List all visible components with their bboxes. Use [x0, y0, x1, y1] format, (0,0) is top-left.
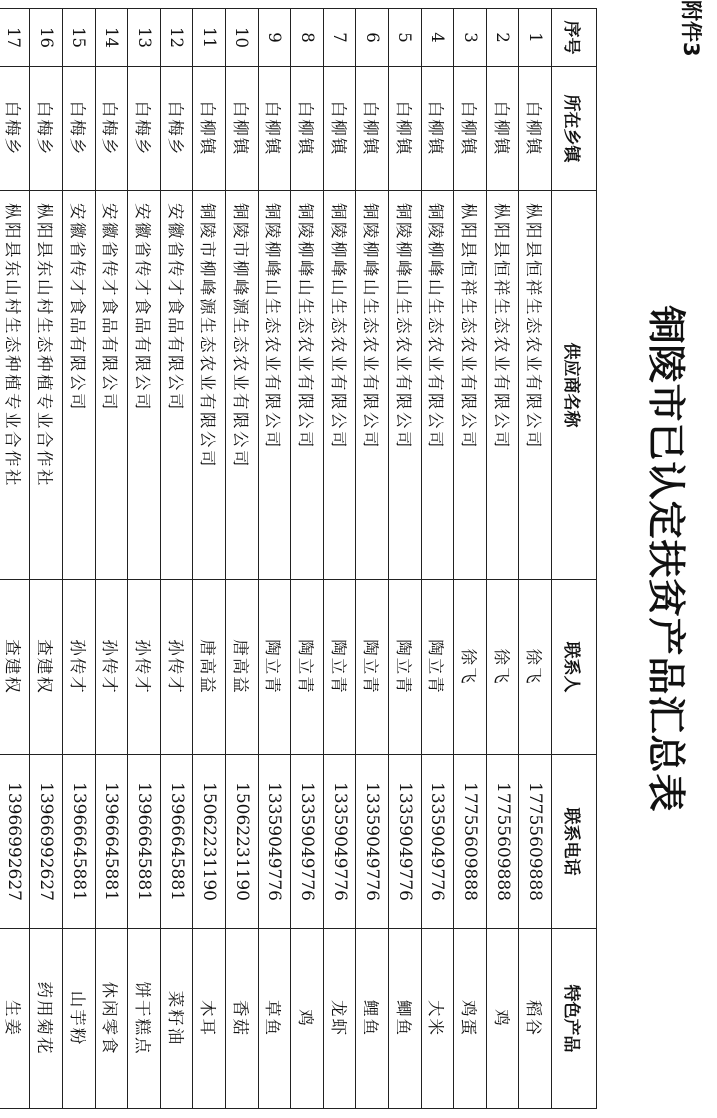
product-cell: 大米: [421, 929, 454, 1109]
serial-number-cell: 3: [454, 9, 487, 67]
product-cell: 鲫鱼: [389, 929, 422, 1109]
contact-cell: 陶立青: [258, 580, 291, 755]
town-cell: 白柳镇: [226, 67, 259, 191]
table-row: [0, 9, 30, 1109]
header-contact: 联系人: [552, 580, 597, 755]
product-cell: 鸡: [291, 929, 324, 1109]
phone-cell: 17755609888: [519, 755, 552, 929]
town-cell: 白梅乡: [0, 67, 30, 191]
supplier-cell: 铜陵市柳峰源生态农业有限公司: [193, 191, 226, 580]
supplier-cell: 枞阳县东山村生态种植专业合作社: [0, 191, 30, 580]
town-cell: 白柳镇: [356, 67, 389, 191]
contact-cell: 陶立青: [291, 580, 324, 755]
phone-cell: 13359049776: [291, 755, 324, 929]
table-body: [0, 9, 552, 1109]
town-cell: 白柳镇: [519, 67, 552, 191]
table-row: [291, 9, 324, 1109]
supplier-cell: 铜陵柳峰山生态农业有限公司: [258, 191, 291, 580]
contact-cell: 陶立青: [421, 580, 454, 755]
contact-cell: 徐飞: [454, 580, 487, 755]
product-cell: 稻谷: [519, 929, 552, 1109]
town-cell: 白柳镇: [258, 67, 291, 191]
town-cell: 白梅乡: [30, 67, 63, 191]
town-cell: 白柳镇: [421, 67, 454, 191]
town-cell: 白柳镇: [291, 67, 324, 191]
header-phone: 联系电话: [552, 755, 597, 929]
supplier-cell: 铜陵柳峰山生态农业有限公司: [323, 191, 356, 580]
supplier-cell: 安徽省传才食品有限公司: [160, 191, 193, 580]
town-cell: 白柳镇: [486, 67, 519, 191]
supplier-cell: 枞阳县恒祥生态农业有限公司: [486, 191, 519, 580]
contact-cell: 徐飞: [519, 580, 552, 755]
header-product: 特色产品: [552, 929, 597, 1109]
phone-cell: 13966992627: [0, 755, 30, 929]
product-cell: 饼干糕点: [128, 929, 161, 1109]
table-row: [519, 9, 552, 1109]
serial-number-cell: 14: [95, 9, 128, 67]
serial-number-cell: 16: [30, 9, 63, 67]
serial-number-cell: 1: [519, 9, 552, 67]
phone-cell: 13966992627: [30, 755, 63, 929]
contact-cell: 陶立青: [389, 580, 422, 755]
table-row: [486, 9, 519, 1109]
supplier-cell: 枞阳县东山村生态种植专业合作社: [30, 191, 63, 580]
serial-number-cell: 17: [0, 9, 30, 67]
product-cell: 菜籽油: [160, 929, 193, 1109]
supplier-cell: 铜陵柳峰山生态农业有限公司: [421, 191, 454, 580]
table-row: [128, 9, 161, 1109]
table-row: [193, 9, 226, 1109]
serial-number-cell: 6: [356, 9, 389, 67]
supplier-cell: 铜陵柳峰山生态农业有限公司: [389, 191, 422, 580]
serial-number-cell: 11: [193, 9, 226, 67]
contact-cell: 徐飞: [486, 580, 519, 755]
contact-cell: 陶立青: [356, 580, 389, 755]
phone-cell: 13966645881: [95, 755, 128, 929]
contact-cell: 唐高益: [193, 580, 226, 755]
town-cell: 白梅乡: [95, 67, 128, 191]
phone-cell: 13966645881: [160, 755, 193, 929]
table-row: [421, 9, 454, 1109]
summary-table: [0, 8, 597, 1109]
contact-cell: 查建权: [30, 580, 63, 755]
header-serial-number: 序号: [552, 9, 597, 67]
product-cell: 草鱼: [258, 929, 291, 1109]
phone-cell: 13359049776: [356, 755, 389, 929]
phone-cell: 17755609888: [486, 755, 519, 929]
serial-number-cell: 2: [486, 9, 519, 67]
product-cell: 生姜: [0, 929, 30, 1109]
serial-number-cell: 7: [323, 9, 356, 67]
contact-cell: 孙传才: [63, 580, 96, 755]
header-town: 所在乡镇: [552, 67, 597, 191]
town-cell: 白柳镇: [389, 67, 422, 191]
table-row: [454, 9, 487, 1109]
product-cell: 龙虾: [323, 929, 356, 1109]
serial-number-cell: 13: [128, 9, 161, 67]
table-row: [226, 9, 259, 1109]
phone-cell: 17755609888: [454, 755, 487, 929]
town-cell: 白柳镇: [323, 67, 356, 191]
product-cell: 香菇: [226, 929, 259, 1109]
supplier-cell: 铜陵柳峰山生态农业有限公司: [356, 191, 389, 580]
table-row: [258, 9, 291, 1109]
table-row: [63, 9, 96, 1109]
town-cell: 白梅乡: [160, 67, 193, 191]
supplier-cell: 铜陵柳峰山生态农业有限公司: [291, 191, 324, 580]
product-cell: 休闲零食: [95, 929, 128, 1109]
product-cell: 药用菊花: [30, 929, 63, 1109]
supplier-cell: 安徽省传才食品有限公司: [63, 191, 96, 580]
contact-cell: 查建权: [0, 580, 30, 755]
supplier-cell: 安徽省传才食品有限公司: [128, 191, 161, 580]
town-cell: 白梅乡: [63, 67, 96, 191]
town-cell: 白柳镇: [193, 67, 226, 191]
serial-number-cell: 9: [258, 9, 291, 67]
serial-number-cell: 12: [160, 9, 193, 67]
attachment-label: 附件3: [679, 0, 703, 57]
product-cell: 鲤鱼: [356, 929, 389, 1109]
product-cell: 木耳: [193, 929, 226, 1109]
table-row: [323, 9, 356, 1109]
serial-number-cell: 5: [389, 9, 422, 67]
product-cell: 鸡蛋: [454, 929, 487, 1109]
phone-cell: 13359049776: [389, 755, 422, 929]
table-header-row: [552, 9, 597, 1109]
contact-cell: 孙传才: [95, 580, 128, 755]
serial-number-cell: 8: [291, 9, 324, 67]
product-cell: 山芋粉: [63, 929, 96, 1109]
product-cell: 鸡: [486, 929, 519, 1109]
table-row: [160, 9, 193, 1109]
supplier-cell: 枞阳县恒祥生态农业有限公司: [519, 191, 552, 580]
table-row: [389, 9, 422, 1109]
supplier-cell: 安徽省传才食品有限公司: [95, 191, 128, 580]
contact-cell: 孙传才: [160, 580, 193, 755]
phone-cell: 13966645881: [128, 755, 161, 929]
phone-cell: 13966645881: [63, 755, 96, 929]
serial-number-cell: 15: [63, 9, 96, 67]
town-cell: 白梅乡: [128, 67, 161, 191]
phone-cell: 15062231190: [226, 755, 259, 929]
contact-cell: 唐高益: [226, 580, 259, 755]
header-supplier: 供应商名称: [552, 191, 597, 580]
table-row: [95, 9, 128, 1109]
phone-cell: 13359049776: [323, 755, 356, 929]
serial-number-cell: 10: [226, 9, 259, 67]
supplier-cell: 铜陵市柳峰源生态农业有限公司: [226, 191, 259, 580]
document-title: 铜陵市已认定扶贫产品汇总表: [644, 305, 689, 813]
supplier-cell: 枞阳县恒祥生态农业有限公司: [454, 191, 487, 580]
serial-number-cell: 4: [421, 9, 454, 67]
phone-cell: 13359049776: [421, 755, 454, 929]
town-cell: 白柳镇: [454, 67, 487, 191]
phone-cell: 13359049776: [258, 755, 291, 929]
table-row: [30, 9, 63, 1109]
phone-cell: 15062231190: [193, 755, 226, 929]
table-row: [356, 9, 389, 1109]
contact-cell: 陶立青: [323, 580, 356, 755]
contact-cell: 孙传才: [128, 580, 161, 755]
